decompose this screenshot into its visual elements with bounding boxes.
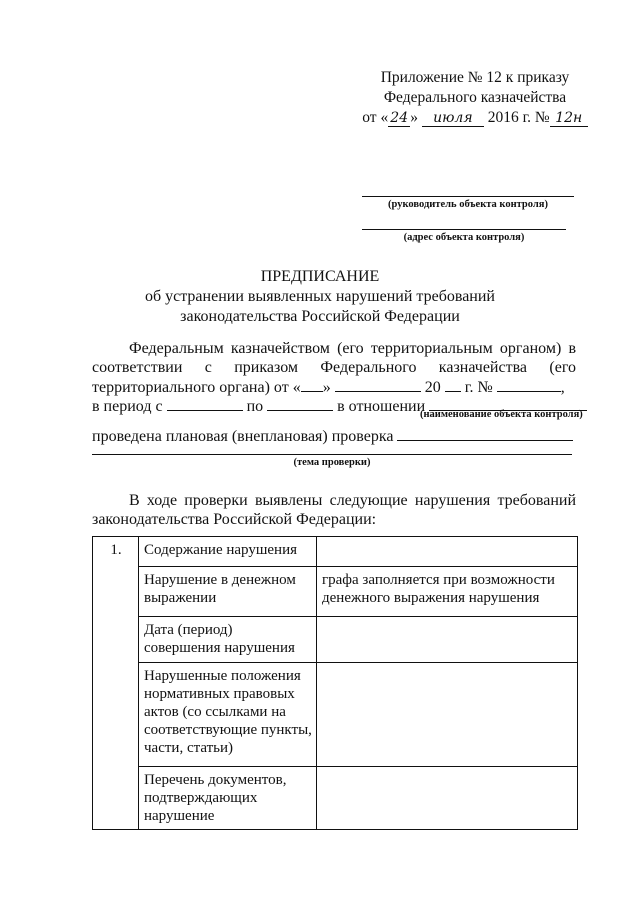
year-prefix: 20 <box>424 379 441 396</box>
row-value <box>317 663 578 767</box>
appendix-header <box>360 68 590 128</box>
para1-line3 <box>92 377 565 397</box>
address-line <box>362 229 566 230</box>
appendix-line-2: Федерального казначейства <box>383 89 567 106</box>
table-row <box>93 767 578 830</box>
table-row <box>93 567 578 617</box>
document-subtitle-2: законодательства Российской Федерации <box>180 308 460 325</box>
period-to-label: по <box>246 398 264 415</box>
order-day-blank <box>301 377 323 392</box>
row-label: Нарушение в денежном выражении <box>139 567 317 617</box>
topic-caption: (тема проверки) <box>293 457 371 468</box>
row-value <box>317 617 578 663</box>
order-from-label: от « <box>362 109 389 126</box>
period-from-blank <box>167 396 243 411</box>
period-to-blank <box>267 396 333 411</box>
order-number-label: г. № <box>464 379 493 396</box>
table-row <box>93 663 578 767</box>
order-date-label: территориального органа) от « <box>92 379 301 396</box>
para1-line5 <box>92 426 573 446</box>
document-title: ПРЕДПИСАНИЕ <box>260 268 380 285</box>
inspection-label: проведена плановая (внеплановая) проверка <box>92 428 394 445</box>
row-label: Дата (период) совершения нарушения <box>139 617 317 663</box>
para2-line1: В ходе проверки выявлены следующие нарушения требований <box>129 492 576 509</box>
violation-number: 1. <box>93 537 139 830</box>
appendix-order-line <box>360 108 590 128</box>
row-value <box>317 537 578 567</box>
order-year-blank <box>445 377 461 392</box>
para1-line2: соответствии с приказом Федерального казначейства (его <box>92 359 576 376</box>
order-month: июля <box>422 110 484 127</box>
head-caption: (руководитель объекта контроля) <box>388 199 548 210</box>
violations-table <box>92 536 578 830</box>
order-month-blank <box>335 377 421 392</box>
para2-line2: законодательства Российской Федерации: <box>92 511 377 528</box>
appendix-line-1: Приложение № 12 к приказу <box>380 69 570 86</box>
row-label: Содержание нарушения <box>139 537 317 567</box>
table-row <box>93 617 578 663</box>
row-value: графа заполняется при возможности денежного выражения нарушения <box>317 567 578 617</box>
head-signature-line <box>362 196 574 197</box>
address-caption: (адрес объекта контроля) <box>403 232 525 243</box>
order-number: 12н <box>550 110 588 127</box>
para1-line1: Федеральным казначейством (его территориальным органом) в <box>129 340 576 357</box>
order-close-quote: » <box>410 109 418 126</box>
row-label: Нарушенные положения нормативных правовых актов (со ссылками на соответствующие пункты, части, статьи) <box>139 663 317 767</box>
comma: , <box>560 379 565 396</box>
quote-close: » <box>322 379 331 396</box>
row-label: Перечень документов, подтверждающих нарушение <box>139 767 317 830</box>
regarding-label: в отношении <box>337 398 426 415</box>
inspection-blank <box>397 426 573 441</box>
order-day: 24 <box>388 110 410 127</box>
order-year-label: 2016 г. № <box>487 109 550 126</box>
object-name-caption: (наименование объекта контроля) <box>420 409 583 420</box>
row-value <box>317 767 578 830</box>
order-number-blank <box>497 377 561 392</box>
period-from-label: в период с <box>92 398 163 415</box>
topic-line <box>92 454 572 455</box>
document-subtitle-1: об устранении выявленных нарушений требований <box>145 288 495 305</box>
table-row <box>93 537 578 567</box>
